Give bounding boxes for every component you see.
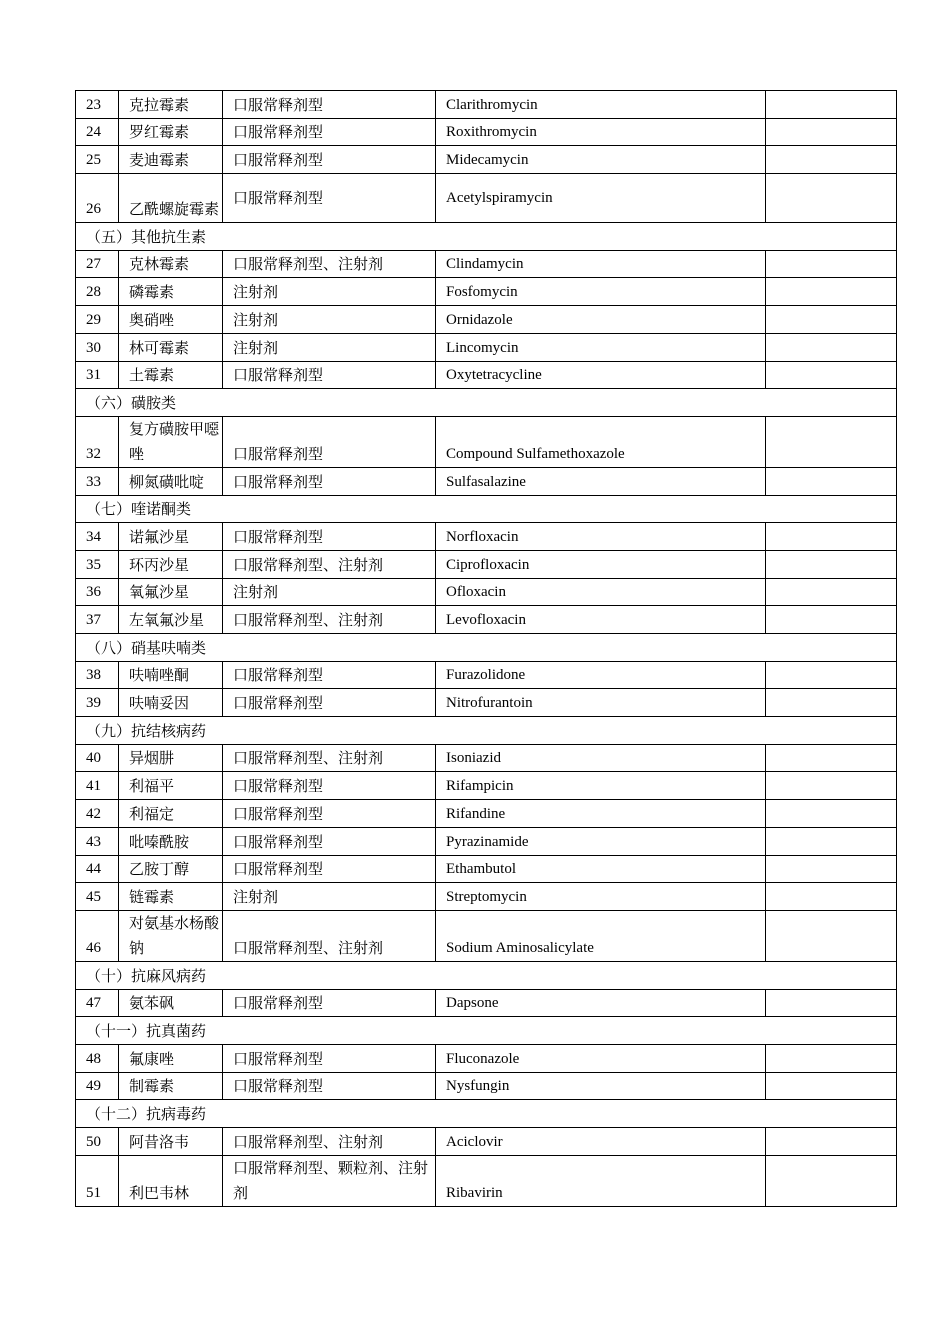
remarks-cell [766,146,897,174]
dosage-form-cell: 口服常释剂型 [223,467,436,495]
drug-number-cell: 39 [76,689,119,717]
remarks-cell [766,523,897,551]
drug-number-cell: 28 [76,278,119,306]
english-name-cell: Aciclovir [436,1128,766,1156]
table-row [76,989,897,1017]
drug-name-cell: 麦迪霉素 [119,146,223,174]
english-name-cell: Nitrofurantoin [436,689,766,717]
drug-name-cell: 乙酰螺旋霉素 [119,174,223,223]
drug-number-cell: 42 [76,800,119,828]
table-row [76,550,897,578]
table-row [76,523,897,551]
table-row [76,689,897,717]
english-name-cell: Levofloxacin [436,606,766,634]
drug-name-cell: 克林霉素 [119,250,223,278]
english-name-cell: Ciprofloxacin [436,550,766,578]
drug-name-cell: 阿昔洛韦 [119,1128,223,1156]
drug-number-cell: 27 [76,250,119,278]
drug-number-cell: 41 [76,772,119,800]
drug-name-cell: 链霉素 [119,883,223,911]
table-row [76,606,897,634]
dosage-form-cell: 口服常释剂型、颗粒剂、注射剂 [223,1155,436,1206]
table-row [76,1155,897,1206]
english-name-cell: Sodium Aminosalicylate [436,910,766,961]
english-name-cell: Pyrazinamide [436,827,766,855]
category-label: （七）喹诺酮类 [76,495,897,523]
category-row [76,634,897,662]
category-row [76,223,897,251]
english-name-cell: Oxytetracycline [436,361,766,389]
english-name-cell: Lincomycin [436,333,766,361]
remarks-cell [766,278,897,306]
drug-number-cell: 36 [76,578,119,606]
drug-name-cell: 呋喃妥因 [119,689,223,717]
category-label: （十一）抗真菌药 [76,1017,897,1045]
drug-name-cell: 诺氟沙星 [119,523,223,551]
category-row [76,389,897,417]
drug-name-cell: 乙胺丁醇 [119,855,223,883]
drug-number-cell: 49 [76,1072,119,1100]
drug-name-cell: 奥硝唑 [119,306,223,334]
drug-number-cell: 24 [76,118,119,146]
dosage-form-cell: 口服常释剂型 [223,91,436,119]
english-name-cell: Isoniazid [436,744,766,772]
remarks-cell [766,744,897,772]
drug-name-cell: 氟康唑 [119,1044,223,1072]
remarks-cell [766,174,897,223]
table-row [76,772,897,800]
category-row [76,1100,897,1128]
table-row [76,416,897,467]
category-row [76,1017,897,1045]
english-name-cell: Rifandine [436,800,766,828]
english-name-cell: Compound Sulfamethoxazole [436,416,766,467]
table-row [76,855,897,883]
table-row [76,91,897,119]
drug-number-cell: 31 [76,361,119,389]
table-row [76,333,897,361]
drug-name-cell: 呋喃唑酮 [119,661,223,689]
remarks-cell [766,306,897,334]
english-name-cell: Rifampicin [436,772,766,800]
drug-name-cell: 复方磺胺甲噁唑 [119,416,223,467]
dosage-form-cell: 口服常释剂型 [223,523,436,551]
table-row [76,578,897,606]
drug-number-cell: 50 [76,1128,119,1156]
dosage-form-cell: 口服常释剂型 [223,989,436,1017]
drug-name-cell: 氧氟沙星 [119,578,223,606]
english-name-cell: Ofloxacin [436,578,766,606]
drug-number-cell: 37 [76,606,119,634]
remarks-cell [766,883,897,911]
table-row [76,661,897,689]
drug-name-cell: 利福定 [119,800,223,828]
drug-number-cell: 33 [76,467,119,495]
remarks-cell [766,689,897,717]
remarks-cell [766,1128,897,1156]
dosage-form-cell: 口服常释剂型、注射剂 [223,910,436,961]
dosage-form-cell: 口服常释剂型 [223,827,436,855]
table-row [76,910,897,961]
drug-number-cell: 46 [76,910,119,961]
dosage-form-cell: 注射剂 [223,306,436,334]
dosage-form-cell: 口服常释剂型 [223,661,436,689]
drug-number-cell: 35 [76,550,119,578]
category-row [76,717,897,745]
dosage-form-cell: 口服常释剂型、注射剂 [223,1128,436,1156]
english-name-cell: Roxithromycin [436,118,766,146]
table-row [76,744,897,772]
category-label: （九）抗结核病药 [76,717,897,745]
drug-name-cell: 利巴韦林 [119,1155,223,1206]
drug-number-cell: 38 [76,661,119,689]
category-label: （十）抗麻风病药 [76,961,897,989]
drug-number-cell: 48 [76,1044,119,1072]
remarks-cell [766,855,897,883]
remarks-cell [766,910,897,961]
drug-name-cell: 对氨基水杨酸钠 [119,910,223,961]
english-name-cell: Clindamycin [436,250,766,278]
english-name-cell: Furazolidone [436,661,766,689]
table-row [76,278,897,306]
remarks-cell [766,989,897,1017]
remarks-cell [766,550,897,578]
drug-name-cell: 克拉霉素 [119,91,223,119]
english-name-cell: Fluconazole [436,1044,766,1072]
drug-number-cell: 40 [76,744,119,772]
remarks-cell [766,578,897,606]
table-row [76,827,897,855]
remarks-cell [766,250,897,278]
category-label: （六）磺胺类 [76,389,897,417]
dosage-form-cell: 口服常释剂型、注射剂 [223,550,436,578]
drug-number-cell: 47 [76,989,119,1017]
table-row [76,306,897,334]
dosage-form-cell: 注射剂 [223,278,436,306]
remarks-cell [766,1155,897,1206]
dosage-form-cell: 口服常释剂型 [223,1044,436,1072]
remarks-cell [766,118,897,146]
english-name-cell: Streptomycin [436,883,766,911]
table-row [76,1128,897,1156]
drug-number-cell: 25 [76,146,119,174]
drug-number-cell: 44 [76,855,119,883]
table-row [76,883,897,911]
dosage-form-cell: 口服常释剂型 [223,800,436,828]
table-row [76,146,897,174]
dosage-form-cell: 口服常释剂型 [223,146,436,174]
dosage-form-cell: 口服常释剂型 [223,174,436,223]
remarks-cell [766,361,897,389]
category-label: （八）硝基呋喃类 [76,634,897,662]
drug-name-cell: 土霉素 [119,361,223,389]
drug-number-cell: 43 [76,827,119,855]
dosage-form-cell: 口服常释剂型、注射剂 [223,744,436,772]
remarks-cell [766,772,897,800]
table-row [76,250,897,278]
dosage-form-cell: 口服常释剂型、注射剂 [223,606,436,634]
remarks-cell [766,1072,897,1100]
english-name-cell: Clarithromycin [436,91,766,119]
drug-number-cell: 45 [76,883,119,911]
dosage-form-cell: 口服常释剂型 [223,689,436,717]
drug-name-cell: 氨苯砜 [119,989,223,1017]
english-name-cell: Ornidazole [436,306,766,334]
drug-number-cell: 30 [76,333,119,361]
table-row [76,1044,897,1072]
table-row [76,800,897,828]
dosage-form-cell: 口服常释剂型、注射剂 [223,250,436,278]
table-row [76,118,897,146]
table-row [76,467,897,495]
remarks-cell [766,1044,897,1072]
table-row [76,174,897,223]
dosage-form-cell: 注射剂 [223,578,436,606]
english-name-cell: Dapsone [436,989,766,1017]
table-row [76,361,897,389]
drug-name-cell: 利福平 [119,772,223,800]
drug-name-cell: 磷霉素 [119,278,223,306]
drug-name-cell: 左氧氟沙星 [119,606,223,634]
category-label: （五）其他抗生素 [76,223,897,251]
category-row [76,495,897,523]
drug-name-cell: 吡嗪酰胺 [119,827,223,855]
remarks-cell [766,827,897,855]
remarks-cell [766,661,897,689]
dosage-form-cell: 口服常释剂型 [223,1072,436,1100]
drug-number-cell: 51 [76,1155,119,1206]
table-body [76,91,897,1207]
drug-name-cell: 异烟肼 [119,744,223,772]
remarks-cell [766,333,897,361]
dosage-form-cell: 口服常释剂型 [223,361,436,389]
remarks-cell [766,91,897,119]
dosage-form-cell: 口服常释剂型 [223,416,436,467]
english-name-cell: Sulfasalazine [436,467,766,495]
table-row [76,1072,897,1100]
dosage-form-cell: 口服常释剂型 [223,855,436,883]
english-name-cell: Midecamycin [436,146,766,174]
drug-name-cell: 罗红霉素 [119,118,223,146]
drug-name-cell: 环丙沙星 [119,550,223,578]
remarks-cell [766,416,897,467]
english-name-cell: Nysfungin [436,1072,766,1100]
remarks-cell [766,800,897,828]
remarks-cell [766,467,897,495]
drug-number-cell: 34 [76,523,119,551]
drug-number-cell: 23 [76,91,119,119]
drug-name-cell: 柳氮磺吡啶 [119,467,223,495]
remarks-cell [766,606,897,634]
dosage-form-cell: 注射剂 [223,333,436,361]
english-name-cell: Ethambutol [436,855,766,883]
english-name-cell: Ribavirin [436,1155,766,1206]
category-row [76,961,897,989]
dosage-form-cell: 口服常释剂型 [223,118,436,146]
drug-number-cell: 29 [76,306,119,334]
drug-number-cell: 32 [76,416,119,467]
dosage-form-cell: 口服常释剂型 [223,772,436,800]
category-label: （十二）抗病毒药 [76,1100,897,1128]
drug-name-cell: 林可霉素 [119,333,223,361]
english-name-cell: Norfloxacin [436,523,766,551]
drug-number-cell: 26 [76,174,119,223]
english-name-cell: Fosfomycin [436,278,766,306]
drug-name-cell: 制霉素 [119,1072,223,1100]
drug-table [75,90,897,1207]
english-name-cell: Acetylspiramycin [436,174,766,223]
dosage-form-cell: 注射剂 [223,883,436,911]
